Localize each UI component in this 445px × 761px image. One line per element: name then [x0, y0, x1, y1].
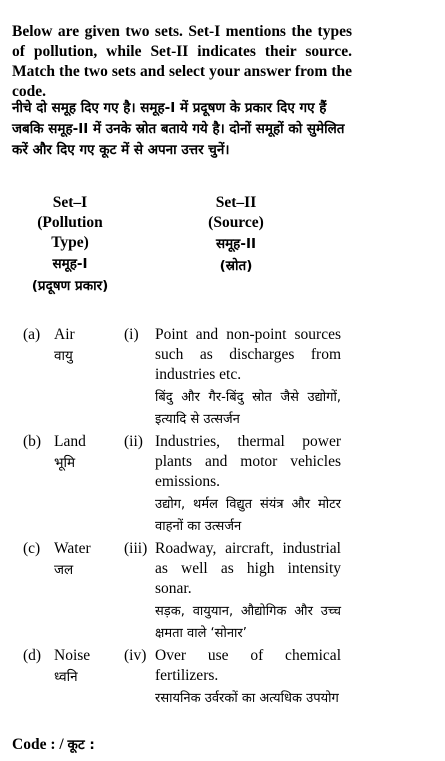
source-number: (i)	[124, 326, 139, 343]
pollution-label: (d)	[23, 647, 42, 664]
pollution-type-hindi: जल	[54, 562, 74, 578]
set1-title-hindi: समूह-I	[52, 256, 88, 272]
pollution-type	[54, 646, 124, 688]
pollution-type-english: Noise	[54, 647, 91, 664]
pollution-label: (b)	[23, 433, 42, 450]
pollution-type-english: Land	[54, 433, 86, 450]
source-description	[155, 325, 341, 431]
pollution-type	[54, 432, 124, 474]
set2-title-hindi: समूह-II	[215, 236, 257, 252]
source-description	[155, 646, 341, 710]
source-description	[155, 432, 341, 538]
source-description	[155, 539, 341, 645]
pollution-type-english: Water	[54, 540, 91, 557]
pollution-label: (c)	[23, 540, 41, 557]
set1-subtitle-english: (Pollution Type)	[37, 214, 103, 251]
set1-title: Set–I	[52, 194, 88, 211]
source-hindi: सड़क, वायुयान, औद्योगिक और उच्च क्षमता वाले ‘सोनार’	[155, 604, 341, 641]
pollution-type-hindi: वायु	[54, 348, 73, 364]
source-english: Point and non-point sources such as discharges from industries etc.	[155, 326, 341, 383]
set2-title: Set–II	[215, 194, 257, 211]
pollution-type	[54, 539, 124, 581]
source-hindi: रसायनिक उर्वरकों का अत्यधिक उपयोग	[155, 691, 339, 706]
set2-subtitle-english: (Source)	[208, 214, 264, 231]
source-english: Industries, thermal power plants and motor vehicles emissions.	[155, 433, 341, 490]
set2-header	[188, 193, 284, 277]
code-label-hindi: कूट :	[67, 737, 95, 753]
source-number: (iii)	[124, 540, 148, 557]
source-english: Roadway, aircraft, industrial as well as high intensity sonar.	[155, 540, 341, 597]
pollution-type	[54, 325, 124, 367]
source-english: Over use of chemical fertilizers.	[155, 647, 341, 684]
pollution-type-hindi: भूमि	[54, 455, 76, 471]
set2-subtitle-hindi: (स्रोत)	[219, 258, 253, 274]
code-label	[12, 735, 95, 755]
code-label-english: Code : /	[12, 736, 64, 753]
pollution-label: (a)	[23, 326, 41, 343]
source-hindi: उद्योग, थर्मल विद्युत संयंत्र और मोटर वाहनों का उत्सर्जन	[155, 497, 341, 534]
source-hindi: बिंदु और गैर-बिंदु स्रोत जैसे उद्योगों, इत्यादि से उत्सर्जन	[155, 390, 341, 427]
set1-subtitle-hindi: (प्रदूषण प्रकार)	[31, 278, 109, 294]
pollution-type-hindi: ध्वनि	[54, 669, 78, 685]
source-number: (ii)	[124, 433, 143, 450]
set1-header	[22, 193, 118, 297]
pollution-type-english: Air	[54, 326, 75, 343]
question-text-english: Below are given two sets. Set-I mentions the types of pollution, while Set-II indicates their source. Match the two sets and select your answer from the code.	[12, 23, 352, 100]
question-text-hindi: नीचे दो समूह दिए गए है। समूह-I में प्रदूषण के प्रकार दिए गए हैं जबकि समूह-II में उनके स्रोत बताये गये है। दोनों समूहों को सुमेलित करें और दिए गए कूट में से अपना उत्तर चुनें।	[12, 100, 345, 158]
source-number: (iv)	[124, 647, 147, 664]
